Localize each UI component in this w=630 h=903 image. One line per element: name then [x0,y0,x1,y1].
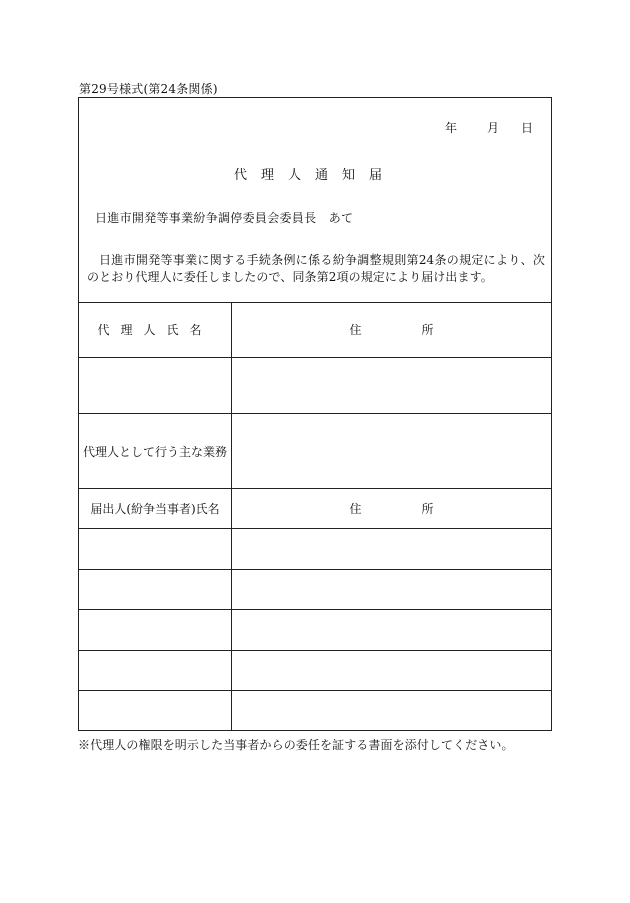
notifier-entry-row-1 [79,529,551,570]
agent-address-header: 住所 [349,323,494,337]
form-header-block [79,98,551,303]
notifier-entry-row-4 [79,651,551,691]
notifier-address-field[interactable] [232,691,551,730]
date-month-label: 月 [486,121,499,135]
notifier-address-header: 住所 [349,502,494,516]
agent-name-field[interactable] [79,358,232,413]
notifier-address-field[interactable] [232,570,551,609]
notifier-entry-row-2 [79,570,551,610]
footnote: ※代理人の権限を明示した当事者からの委任を証する書面を添付してください。 [78,738,514,752]
agent-header-row [79,302,551,358]
main-duties-field[interactable] [232,414,551,488]
notifier-header-row [79,489,551,529]
agent-name-header: 代理人氏名 [97,323,213,337]
notifier-address-field[interactable] [232,610,551,650]
main-duties-row [79,414,551,489]
notifier-address-field[interactable] [232,651,551,690]
notification-form [78,97,552,731]
notifier-name-field[interactable] [79,691,232,730]
form-number: 第29号様式(第24条関係) [79,82,218,96]
main-duties-label: 代理人として行う主な業務 [82,444,227,459]
form-title: 代理人通知届 [233,168,396,183]
date-year-label: 年 [444,121,457,135]
agent-entry-row [79,358,551,414]
agent-address-field[interactable] [232,358,551,413]
notifier-name-field[interactable] [79,610,232,650]
notifier-address-field[interactable] [232,529,551,569]
date-line [445,119,533,136]
notifier-name-header: 届出人(紛争当事者)氏名 [90,502,220,516]
notifier-entry-row-5 [79,691,551,730]
notifier-entry-row-3 [79,610,551,651]
notifier-name-field[interactable] [79,529,232,569]
addressee: 日進市開発等事業紛争調停委員会委員長 あて [95,211,354,225]
body-text: 日進市開発等事業に関する手続条例に係る紛争調整規則第24条の規定により、次のとおり代理人に委任しましたので、同条第2項の規定により届け出ます。 [87,253,545,284]
notifier-name-field[interactable] [79,651,232,690]
date-day-label: 日 [520,121,533,135]
notifier-name-field[interactable] [79,570,232,609]
